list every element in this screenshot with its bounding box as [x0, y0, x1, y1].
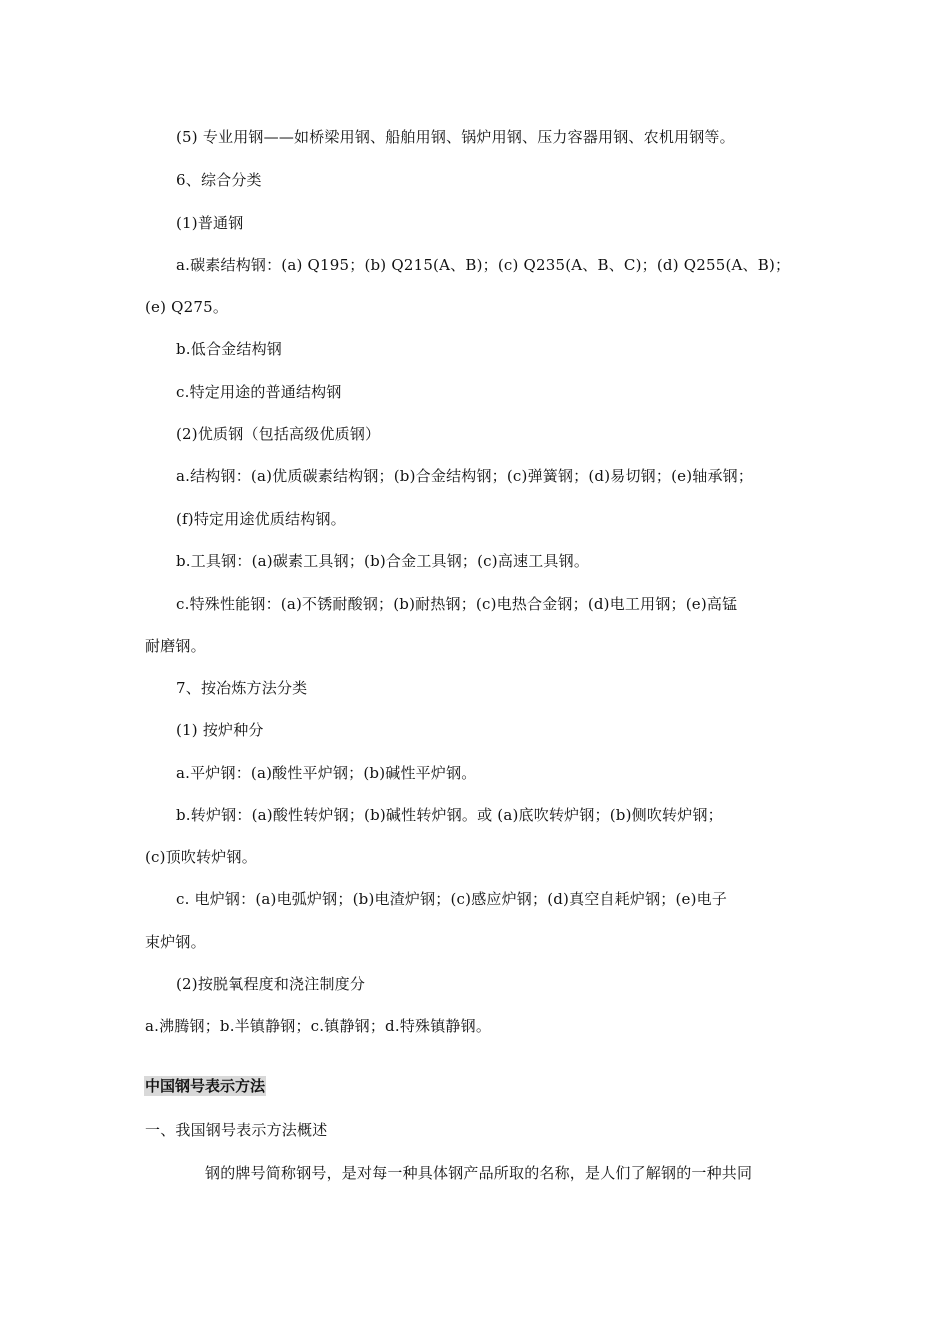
paragraph-line: (1) 按炉种分 — [176, 721, 264, 739]
paragraph-line: (5) 专业用钢——如桥梁用钢、船舶用钢、锅炉用钢、压力容器用钢、农机用钢等。 — [176, 128, 735, 146]
paragraph-line: (c)顶吹转炉钢。 — [145, 848, 257, 866]
paragraph-line: (2)按脱氧程度和浇注制度分 — [176, 975, 366, 993]
subheading: 一、我国钢号表示方法概述 — [145, 1121, 328, 1139]
paragraph-line: b.低合金结构钢 — [176, 340, 282, 358]
paragraph-line: 束炉钢。 — [145, 933, 206, 951]
paragraph-line: a.结构钢：(a)优质碳素结构钢；(b)合金结构钢；(c)弹簧钢；(d)易切钢；(e)轴承钢； — [176, 467, 754, 485]
paragraph-line: (f)特定用途优质结构钢。 — [176, 510, 346, 528]
paragraph-line: (1)普通钢 — [176, 214, 244, 232]
paragraph-line: (e) Q275。 — [145, 298, 229, 316]
paragraph-line: a.碳素结构钢：(a) Q195；(b) Q215(A、B)；(c) Q235(A、B、C)；(d) Q255(A、B)； — [176, 256, 791, 274]
paragraph-line: c.特殊性能钢：(a)不锈耐酸钢；(b)耐热钢；(c)电热合金钢；(d)电工用钢；(e)高锰 — [176, 595, 738, 613]
paragraph-line: b.转炉钢：(a)酸性转炉钢；(b)碱性转炉钢。或 (a)底吹转炉钢；(b)侧吹转炉钢； — [176, 806, 723, 824]
paragraph-line: c.特定用途的普通结构钢 — [176, 383, 342, 401]
paragraph-line: a.平炉钢：(a)酸性平炉钢；(b)碱性平炉钢。 — [176, 764, 477, 782]
paragraph-line: 6、综合分类 — [176, 171, 262, 189]
section-heading: 中国钢号表示方法 — [145, 1077, 266, 1095]
paragraph-line: b.工具钢：(a)碳素工具钢；(b)合金工具钢；(c)高速工具钢。 — [176, 552, 590, 570]
body-paragraph: 钢的牌号简称钢号，是对每一种具体钢产品所取的名称，是人们了解钢的一种共同 — [205, 1164, 753, 1182]
paragraph-line: 7、按冶炼方法分类 — [176, 679, 308, 697]
paragraph-line: c. 电炉钢：(a)电弧炉钢；(b)电渣炉钢；(c)感应炉钢；(d)真空自耗炉钢；(e)电子 — [176, 890, 728, 908]
paragraph-line: a.沸腾钢；b.半镇静钢；c.镇静钢；d.特殊镇静钢。 — [145, 1017, 492, 1035]
paragraph-line: 耐磨钢。 — [145, 637, 206, 655]
paragraph-line: (2)优质钢（包括高级优质钢） — [176, 425, 381, 443]
